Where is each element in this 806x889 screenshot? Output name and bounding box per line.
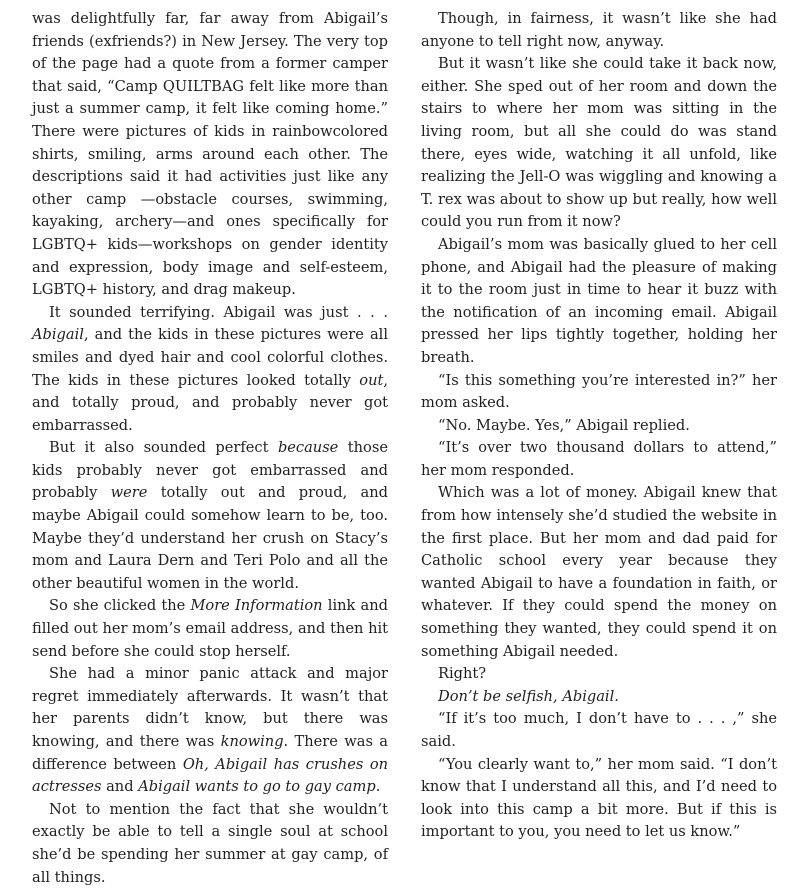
italic-text: because	[277, 439, 339, 457]
text-run: “It’s over two thousand dollars to attend,” her mom responded.	[421, 439, 777, 479]
right-column	[421, 8, 777, 844]
text-run: . There was a difference between	[32, 733, 388, 773]
text-run: Not to mention the fact that she wouldn’t exactly be able to tell a single soul at school she’d be spending her summer at gay camp, of all things.	[32, 800, 388, 886]
italic-text: Abigail	[32, 326, 84, 344]
text-run: “No. Maybe. Yes,” Abigail replied.	[438, 416, 690, 434]
paragraph	[421, 686, 777, 709]
text-run: So she clicked the	[49, 597, 191, 615]
italic-text: out	[359, 371, 384, 389]
italic-text: knowing	[220, 733, 284, 750]
italic-text: Oh, Abigail has crushes on actresses	[32, 755, 388, 796]
italic-text: Abigail wants to go to gay camp	[138, 778, 376, 796]
paragraph	[32, 437, 388, 595]
text-run: It sounded terrifying. Abigail was just . . .	[49, 303, 388, 321]
paragraph	[32, 799, 388, 889]
paragraph	[421, 437, 777, 482]
text-run: “If it’s too much, I don’t have to . . . ,” she said.	[421, 710, 777, 750]
paragraph	[32, 663, 388, 799]
text-run: , and the kids in these pictures were all smiles and dyed hair and cool colorful clothes. The kids in these pictures looked totally	[32, 326, 388, 389]
text-run: , and totally proud, and probably never got embarrassed.	[32, 371, 388, 434]
text-run: But it also sounded perfect	[49, 439, 278, 457]
paragraph	[421, 8, 777, 53]
text-run: “Is this something you’re interested in?” her mom asked.	[421, 371, 777, 412]
text-run: Which was a lot of money. Abigail knew that from how intensely she’d studied the website in the first place. But her mom and dad paid for Catholic school every year because they wanted Abigail to have a foundation in faith, or whatever. If they could spend the money on something they wanted, they could spend it on something Abigail needed.	[421, 484, 777, 660]
text-run: those kids probably never got embarrassed and probably	[32, 439, 388, 502]
text-run: But it wasn’t like she could take it back now, either. She sped out of her room and down the stairs to where her mom was sitting in the living room, but all she could do was stand there, eyes wide, watching it all unfold, like realizing the Jell-O was wiggling and knowing a T. rex was about to show up but really, how well could you run from it now?	[421, 55, 777, 231]
paragraph	[421, 415, 777, 438]
text-run: Right?	[438, 665, 487, 683]
paragraph	[32, 302, 388, 438]
text-run: Though, in fairness, it wasn’t like she had anyone to tell right now, anyway.	[421, 10, 777, 50]
text-run: She had a minor panic attack and major regret immediately afterwards. It wasn’t that her parents didn’t know, but there was knowing, and there was	[32, 665, 388, 750]
text-run: link and filled out her mom’s email address, and then hit send before she could stop herself.	[32, 597, 388, 660]
text-run: and	[101, 778, 139, 796]
paragraph	[421, 482, 777, 663]
paragraph	[421, 708, 777, 753]
italic-text: Don’t be selfish, Abigail.	[438, 687, 619, 705]
text-run: .	[375, 778, 381, 796]
text-run: totally out and proud, and maybe Abigail could somehow learn to be, too. Maybe they’d understand her crush on Stacy’s mom and Laura Dern and Teri Polo and all the other beautiful women in the world.	[32, 484, 388, 592]
paragraph	[32, 8, 388, 302]
italic-text: were	[110, 484, 148, 502]
paragraph	[421, 754, 777, 844]
paragraph	[421, 370, 777, 415]
text-run: was delightfully far, far away from Abigail’s friends (exfriends?) in New Jersey. The very top of the page had a quote from a former camper that said, “Camp QUILTBAG felt like more than just a summer camp, it felt like coming home.” There were pictures of kids in rainbowcolored shirts, smiling, arms around each other. The descriptions said it had activities just like any other camp —obstacle courses, swimming, kayaking, archery—and ones specifically for LGBTQ+ kids—workshops on gender identity and expression, body image and self-esteem, LGBTQ+ history, and drag makeup.	[32, 10, 388, 299]
text-run: “You clearly want to,” her mom said. “I don’t know that I understand all this, and I’d need to look into this camp a bit more. But if this is important to you, you need to let us know.”	[421, 755, 777, 841]
paragraph	[421, 663, 777, 686]
paragraph	[32, 595, 388, 663]
text-run: Abigail’s mom was basically glued to her cell phone, and Abigail had the pleasure of making it to the room just in time to hear it buzz with the notification of an incoming email. Abigail pressed her lips tightly together, holding her breath.	[421, 235, 777, 366]
paragraph	[421, 234, 777, 370]
italic-text: More Information	[190, 597, 323, 615]
paragraph	[421, 53, 777, 234]
left-column	[32, 8, 388, 889]
